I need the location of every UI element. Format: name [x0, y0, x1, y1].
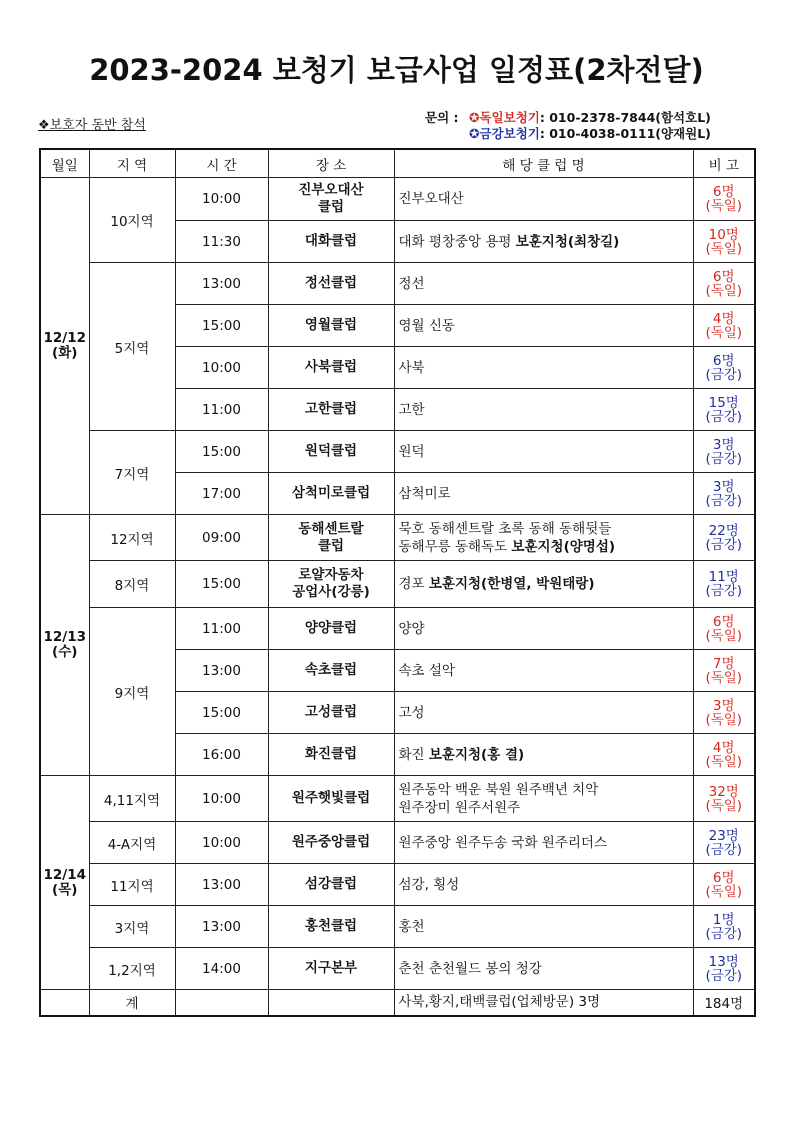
place-line: 원주햇빛클럽 [291, 790, 371, 806]
attendee-count: 22명 [708, 522, 739, 539]
veterans-office: 보훈지청(한병열, 박원태랑) [428, 576, 595, 592]
region-cell: 5지역 [89, 263, 175, 431]
remark-cell [693, 515, 755, 561]
region-cell: 7지역 [89, 431, 175, 515]
place-line: 공업사(강릉) [292, 584, 370, 600]
club-line [399, 443, 691, 461]
place-cell [268, 864, 394, 906]
vendor-name: (독일) [705, 198, 743, 214]
remark-cell [693, 734, 755, 776]
vendor-name: (금강) [705, 583, 743, 599]
remark-cell [693, 561, 755, 608]
place-line: 동해센트랄 [298, 520, 364, 537]
club-cell [394, 305, 693, 347]
attendee-count: 32명 [708, 783, 739, 800]
remark-cell [693, 178, 755, 221]
time-cell: 11:00 [175, 389, 268, 431]
place-line: 사북클럽 [304, 359, 358, 375]
attendee-count: 6명 [712, 184, 735, 200]
contact-row-geumgang [425, 126, 711, 142]
date-label: 12/12 [43, 330, 86, 346]
time-cell: 14:00 [175, 948, 268, 990]
total-row [40, 990, 755, 1016]
club-cell [394, 221, 693, 263]
remark-cell [693, 473, 755, 515]
attendee-count: 6명 [712, 613, 735, 630]
time-cell: 09:00 [175, 515, 268, 561]
club-names: 고성 [398, 704, 425, 721]
schedule-row [40, 515, 755, 561]
vendor-name: (금강) [705, 536, 743, 553]
club-cell [394, 515, 693, 561]
time-cell: 10:00 [175, 178, 268, 221]
place-cell [268, 263, 394, 305]
page-title: 2023-2024 보청기 보급사업 일정표(2차전달) [89, 53, 704, 87]
club-line [399, 233, 691, 251]
club-line [399, 704, 691, 722]
vendor-name: (금강) [705, 967, 743, 984]
time-cell: 11:30 [175, 221, 268, 263]
region-cell: 9지역 [89, 608, 175, 776]
place-line: 고성클럽 [304, 704, 358, 720]
club-line [399, 918, 691, 936]
place-line: 지구본부 [304, 960, 358, 976]
header-club: 해 당 클 럽 명 [394, 149, 693, 178]
region-cell: 11지역 [89, 864, 175, 906]
schedule-row [40, 776, 755, 822]
time-cell: 15:00 [175, 305, 268, 347]
club-cell [394, 389, 693, 431]
place-cell [268, 692, 394, 734]
schedule-table [39, 148, 756, 1017]
vendor-name: (독일) [705, 711, 743, 728]
date-label: 12/14 [43, 866, 86, 883]
total-club: 사북,황지,태백클럽(업체방문) 3명 [394, 990, 693, 1016]
club-line [399, 275, 691, 293]
place-line: 섬강클럽 [304, 876, 358, 892]
contact-phone-geumgang: : 010-4038-0111(양재원L) [539, 126, 711, 141]
attendee-count: 23명 [708, 827, 739, 844]
club-cell [394, 608, 693, 650]
attendee-count: 3명 [712, 478, 735, 495]
remark-cell [693, 431, 755, 473]
club-names: 원주장미 원주서원주 [398, 799, 521, 816]
vendor-name: (독일) [705, 282, 743, 299]
vendor-name: (금강) [705, 841, 743, 858]
place-line: 진부오대산 [298, 182, 364, 198]
club-cell [394, 473, 693, 515]
club-names: 묵호 동해센트랄 초록 동해 동해뒷들 [398, 520, 612, 537]
vendor-name: (독일) [705, 669, 743, 686]
remark-cell [693, 650, 755, 692]
place-cell [268, 650, 394, 692]
place-cell [268, 431, 394, 473]
club-line [399, 359, 691, 377]
place-line: 영월클럽 [304, 317, 358, 333]
club-line [399, 190, 691, 208]
time-cell: 15:00 [175, 431, 268, 473]
attendee-count: 4명 [712, 739, 735, 756]
date-label: 12/13 [43, 629, 86, 645]
place-cell [268, 561, 394, 608]
place-cell [268, 515, 394, 561]
header-date: 월일 [40, 149, 89, 178]
schedule-row [40, 906, 755, 948]
club-cell [394, 776, 693, 822]
vendor-name: (금강) [705, 450, 743, 467]
header-place: 장 소 [268, 149, 394, 178]
time-cell: 13:00 [175, 864, 268, 906]
club-line [399, 538, 691, 556]
time-cell: 11:00 [175, 608, 268, 650]
place-cell [268, 822, 394, 864]
attendee-count: 10명 [708, 226, 739, 243]
schedule-row [40, 263, 755, 305]
attendee-count: 6명 [712, 268, 735, 285]
time-cell: 10:00 [175, 776, 268, 822]
club-names: 화진 [398, 746, 429, 763]
schedule-body [40, 178, 755, 990]
vendor-name: (독일) [705, 883, 743, 900]
vendor-name: (금강) [705, 366, 743, 383]
club-names: 사북 [398, 359, 425, 376]
veterans-office: 보훈지청(최창길) [515, 233, 620, 250]
club-cell [394, 864, 693, 906]
region-cell: 4-A지역 [89, 822, 175, 864]
club-line [399, 960, 691, 978]
place-line: 고한클럽 [304, 401, 358, 417]
club-cell [394, 561, 693, 608]
vendor-name: (독일) [705, 797, 743, 814]
remark-cell [693, 948, 755, 990]
remark-cell [693, 389, 755, 431]
club-names: 홍천 [398, 918, 425, 935]
club-cell [394, 906, 693, 948]
attendee-count: 11명 [708, 569, 739, 585]
club-cell [394, 263, 693, 305]
club-line [399, 520, 691, 538]
club-cell [394, 822, 693, 864]
vendor-name: (독일) [705, 240, 743, 257]
club-names: 춘천 춘천월드 봉의 청강 [398, 960, 542, 977]
club-cell [394, 650, 693, 692]
schedule-row [40, 822, 755, 864]
schedule-row [40, 608, 755, 650]
club-cell [394, 347, 693, 389]
attendee-count: 13명 [708, 953, 739, 970]
club-names: 원덕 [398, 443, 425, 460]
header-remark: 비 고 [693, 149, 755, 178]
schedule-row [40, 948, 755, 990]
club-line [399, 575, 691, 593]
attendee-count: 1명 [712, 911, 735, 928]
remark-cell [693, 776, 755, 822]
weekday-label: (목) [52, 881, 78, 898]
place-line: 원덕클럽 [304, 443, 358, 459]
club-line [399, 746, 691, 764]
schedule-row [40, 178, 755, 221]
attendee-count: 15명 [708, 394, 739, 411]
club-names: 정선 [398, 275, 425, 292]
vendor-name: (금강) [705, 492, 743, 509]
time-cell: 15:00 [175, 561, 268, 608]
time-cell: 13:00 [175, 263, 268, 305]
club-names: 속초 설악 [398, 662, 455, 679]
region-cell: 3지역 [89, 906, 175, 948]
place-cell [268, 221, 394, 263]
place-cell [268, 178, 394, 221]
star-icon: ✪ [469, 110, 480, 125]
club-names: 고한 [398, 401, 425, 418]
schedule-row [40, 431, 755, 473]
remark-cell [693, 608, 755, 650]
time-cell: 16:00 [175, 734, 268, 776]
region-cell: 8지역 [89, 561, 175, 608]
place-line: 로얄자동차 [298, 567, 364, 583]
region-cell: 10지역 [89, 178, 175, 263]
vendor-name: (독일) [705, 753, 743, 770]
place-line: 클럽 [317, 199, 345, 215]
date-cell [40, 178, 89, 515]
club-names: 섬강, 횡성 [398, 876, 460, 893]
club-names: 대화 평창중앙 용평 [398, 233, 516, 250]
remark-cell [693, 906, 755, 948]
club-names: 원주중앙 원주두송 국화 원주리더스 [398, 834, 607, 851]
time-cell: 10:00 [175, 822, 268, 864]
contact-info [425, 110, 711, 142]
remark-cell [693, 221, 755, 263]
club-names: 동해무릉 동해독도 [398, 538, 512, 555]
total-count: 184명 [693, 990, 755, 1016]
vendor-name: (독일) [705, 627, 743, 644]
contact-phone-dokil: : 010-2378-7844(함석호L) [539, 110, 711, 125]
place-cell [268, 776, 394, 822]
place-cell [268, 389, 394, 431]
place-line: 화진클럽 [304, 746, 358, 762]
vendor-name: (금강) [705, 925, 743, 942]
place-line: 클럽 [317, 537, 345, 554]
attendee-count: 3명 [712, 697, 735, 714]
date-cell [40, 776, 89, 990]
guardian-note: ❖보호자 동반 참석 [38, 118, 146, 133]
remark-cell [693, 864, 755, 906]
club-line [399, 799, 691, 817]
club-line [399, 485, 691, 503]
contact-company-geumgang: 금강보청기 [479, 126, 540, 141]
header-time: 시 간 [175, 149, 268, 178]
veterans-office: 보훈지청(양명섭) [511, 538, 616, 555]
place-cell [268, 734, 394, 776]
attendee-count: 6명 [712, 869, 735, 886]
place-cell [268, 305, 394, 347]
remark-cell [693, 305, 755, 347]
place-cell [268, 473, 394, 515]
time-cell: 15:00 [175, 692, 268, 734]
club-names: 경포 [398, 576, 429, 592]
club-line [399, 781, 691, 799]
time-cell: 13:00 [175, 650, 268, 692]
club-cell [394, 948, 693, 990]
place-cell [268, 608, 394, 650]
vendor-name: (금강) [705, 408, 743, 425]
club-cell [394, 178, 693, 221]
region-cell: 12지역 [89, 515, 175, 561]
weekday-label: (수) [52, 644, 78, 660]
place-cell [268, 948, 394, 990]
vendor-name: (독일) [705, 324, 743, 341]
club-cell [394, 734, 693, 776]
header-row [40, 149, 755, 178]
place-line: 정선클럽 [304, 275, 358, 291]
schedule-row [40, 561, 755, 608]
date-cell [40, 515, 89, 776]
club-line [399, 662, 691, 680]
attendee-count: 7명 [712, 655, 735, 672]
club-line [399, 401, 691, 419]
time-cell: 10:00 [175, 347, 268, 389]
place-line: 원주중앙클럽 [291, 834, 371, 850]
place-line: 홍천클럽 [304, 918, 358, 934]
remark-cell [693, 692, 755, 734]
star-icon: ✪ [469, 126, 480, 141]
remark-cell [693, 347, 755, 389]
schedule-row [40, 864, 755, 906]
club-names: 원주동악 백운 북원 원주백년 치악 [398, 781, 599, 798]
club-names: 삼척미로 [398, 485, 451, 502]
club-line [399, 834, 691, 852]
club-names: 진부오대산 [398, 191, 464, 207]
club-line [399, 620, 691, 638]
region-cell: 4,11지역 [89, 776, 175, 822]
attendee-count: 6명 [712, 352, 735, 369]
club-cell [394, 692, 693, 734]
place-line: 양양클럽 [304, 620, 358, 636]
attendee-count: 4명 [712, 310, 735, 327]
header-region: 지 역 [89, 149, 175, 178]
place-line: 삼척미로클럽 [291, 485, 371, 501]
remark-cell [693, 822, 755, 864]
contact-company-dokil: 독일보청기 [479, 110, 540, 125]
veterans-office: 보훈지청(홍 결) [428, 746, 525, 763]
contact-row-dokil [425, 110, 711, 126]
club-line [399, 317, 691, 335]
club-cell [394, 431, 693, 473]
weekday-label: (화) [52, 345, 78, 361]
time-cell: 13:00 [175, 906, 268, 948]
place-cell [268, 347, 394, 389]
total-label: 계 [89, 990, 175, 1016]
place-line: 속초클럽 [304, 662, 358, 678]
region-cell: 1,2지역 [89, 948, 175, 990]
attendee-count: 3명 [712, 436, 735, 453]
place-line: 대화클럽 [304, 233, 358, 249]
time-cell: 17:00 [175, 473, 268, 515]
remark-cell [693, 263, 755, 305]
club-line [399, 876, 691, 894]
place-cell [268, 906, 394, 948]
club-names: 양양 [398, 620, 425, 637]
club-names: 영월 신동 [398, 317, 455, 334]
contact-label: 문의 : [425, 110, 459, 125]
